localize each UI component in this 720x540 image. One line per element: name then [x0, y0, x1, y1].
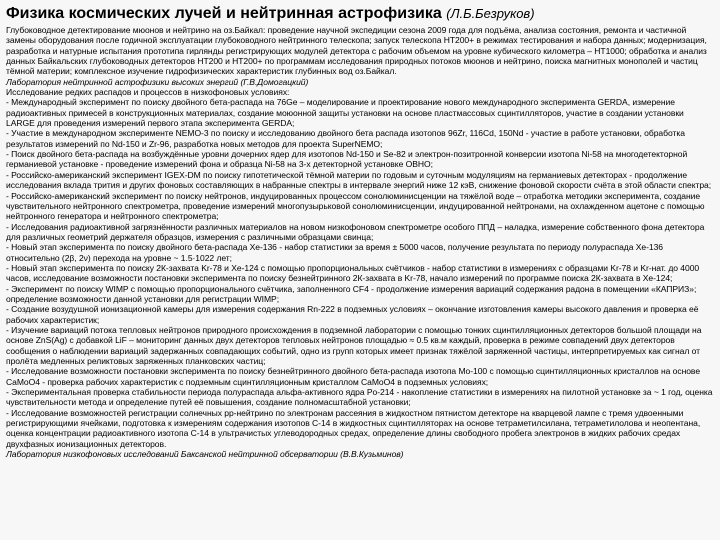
list-item: - Российско-американский эксперимент по поиску нейтронов, индуцированных процессом сонолюминисценции на тяжёлой воде – отработка методики эксперимента, создание чувствительного нейтронного спектрометра, проведение измерений многопузырьковой сонолюминисценции, индуцированной нейтронами, на охлажденном ацетоне с помощью нейтронного генератора и нейтронного спектрометра; — [6, 190, 705, 222]
list-item: - Российско-американский эксперимент IGEX-DM по поиску гипотетической тёмной материи по годовым и суточным модуляциям на германиевых детекторах - продолжение исследования вклада трития и других фоновых составляющих в набранные спектры в интервале энергий ниже 12 кэВ, снижение фоновой скорости счёта в этой области спектра; — [6, 169, 712, 191]
intro-paragraph: Глубоководное детектирование мюонов и нейтрино на оз.Байкал: проведение научной экспедиции сезона 2009 года для подъёма, анализа состояния, ремонта и частичной замены оборудования после годичной эксплуатации глубоководного нейтринного телескопа; запуск телескопа НТ200+ в режимах тестирования и набора данных; модернизация, разработка и натурные испытания прототипа гирлянды регистрирующих модулей детектора с рабочим объемом на уровне кубического километра – НТ1000; обработка и анализ данных Байкальских глубоководных детекторов НТ200 и НТ200+ по программам исследования природных потоков мюонов и нейтрино, поиска магнитных монополей и частиц тёмной материи; комплексное изучение гидрофизических характеристик глубинных вод оз.Байкал. — [6, 25, 707, 77]
list-item: - Создание возудушной ионизационной камеры для измерения содержания Rn-222 в подземных условиях – окончание изготовления камеры высокого давления и проверка её рабочих характеристик; — [6, 304, 699, 325]
title-author: (Л.Б.Безруков) — [446, 6, 535, 21]
list-item: - Исследование возможности постановки эксперимента по поиску безнейтринного двойного бета-распада изотопа Mo-100 с помощью сцинтилляционных кристаллов на основе CaMoO4 - проверка рабочих характеристик с подземным сцинтилляционным кристаллом CaMoO4 в подземных условиях; — [6, 366, 701, 387]
list-item: - Участие в международном эксперименте NEMO-3 по поиску и исследованию двойного бета распада изотопов 96Zr, 116Cd, 150Nd - участие в работе установки, обработка результатов измерений по Nd-150 и Zr-96, разработка новых методов для проекта SuperNEMO; — [6, 128, 685, 149]
list-item: - Исследование возможностей регистрации солнечных pp-нейтрино по электронам рассеяния в жидкостном пятнистом детекторе на кварцевой лампе с тремя удвоенными регистрирующими ячейками, подготовка к измерениям содержания изотопов С-14 в жидкостных сцинтилляторах на основе тетраметилсилана, тетраметилолова и неопентана, оценка концентрации радиоактивного изотопа С-14 в ультрачистых углеводородных средах, определение длины свободного пробега электронов в жидких рабочих средах двухфазных ионизационных детекторов. — [6, 407, 701, 449]
list-item: - Эксперимент по поиску WIMP с помощью пропорционального счётчика, заполненного CF4 - продолжение измерения вариаций содержания радона в помещении «КАПРИЗ»; определение возможности данной установки для регистрации WIMP; — [6, 283, 697, 304]
title-text: Физика космических лучей и нейтринная астрофизика — [6, 5, 442, 22]
list-item: - Исследования радиоактивной загрязнённости различных материалов на новом низкофоновом спектрометре особого ППД – наладка, измерение собственного фона детектора для различных геометрий держателя образцов, измерения с различными образцами свинца; — [6, 221, 705, 242]
slide-title — [6, 4, 714, 23]
list-item: - Экспериментальная проверка стабильности периода полураспада альфа-активного ядра Po-214 - накопление статистики в измерениях на пилотной установке за ~ 1 год, оценка чувствительности метода и определение путей её повышения, создание полномасштабной установки; — [6, 387, 713, 408]
list-item: - Изучение вариаций потока тепловых нейтронов природного происхождения в подземной лаборатории с помощью тонких сцинтилляционных детекторов большой площади на основе ZnS(Ag) с добавкой LiF – мониторинг данных двух детекторов тепловых нейтронов площадью ≈ 0.5 кв.м каждый, проверка в режиме совпадений двух детекторов сообщения о наблюдении вариаций задержанных совпадающих событий, одно из групп которых имеет признак тяжёлой заряженной частицы, интерпретируемых как сигнал от пролёта медленных реликтовых заряженных планковских частиц; — [6, 324, 702, 366]
lab-baksan-label: Лаборатория низкофоновых исследований Баксанской нейтринной обсерватории (В.В.Кузьминов) — [6, 449, 404, 460]
list-item: - Поиск двойного бета-распада на возбуждённые уровни дочерних ядер для изотопов Nd-150 и Se-82 и электрон-позитронной конверсии изотопа Ni-58 на многодетекторной германиевой установке - проведение измерений фона и образца Ni-58 на 3-х детекторной установке ОВНО; — [6, 149, 688, 170]
list-item: - Новый этап эксперимента по поиску 2К-захвата Kr-78 и Хе-124 с помощью пропорциональных счётчиков - набор статистики в измерениях с образцами Kr-78 и Kr-нат. до 4000 часов, исследование возможности постановки эксперимента по поиску безнейтринного 2К-захвата в Kr-78, начало измерений по программе поиска 2К-захвата в Хе-124; — [6, 262, 700, 284]
list-item: - Международный эксперимент по поиску двойного бета-распада на 76Ge – моделирование и проектирование нового международного эксперимента GERDA, измерение радиоактивных примесей в конструкционных материалах, создание моюонной защиты установки на основе пластмассовых сцинтилляторов, участие в создании установки LARGE для проведения измерений первого этапа эксперимента GERDA; — [6, 97, 684, 129]
rare-decays-header: Исследование редких распадов и процессов в низкофоновых условиях: — [6, 87, 290, 98]
list-item: - Новый этап эксперимента по поиску двойного бета-распада Хе-136 - набор статистики за время ± 5000 часов, получение результата по периоду полураспада Хе-136 относительно (2β, 2ν) перехода на уровне ~ 1.5·1022 лет; — [6, 242, 663, 263]
lab-high-energy-label: Лаборатория нейтринной астрофизики высоких энергий (Г.В.Домогацкий) — [6, 76, 309, 87]
